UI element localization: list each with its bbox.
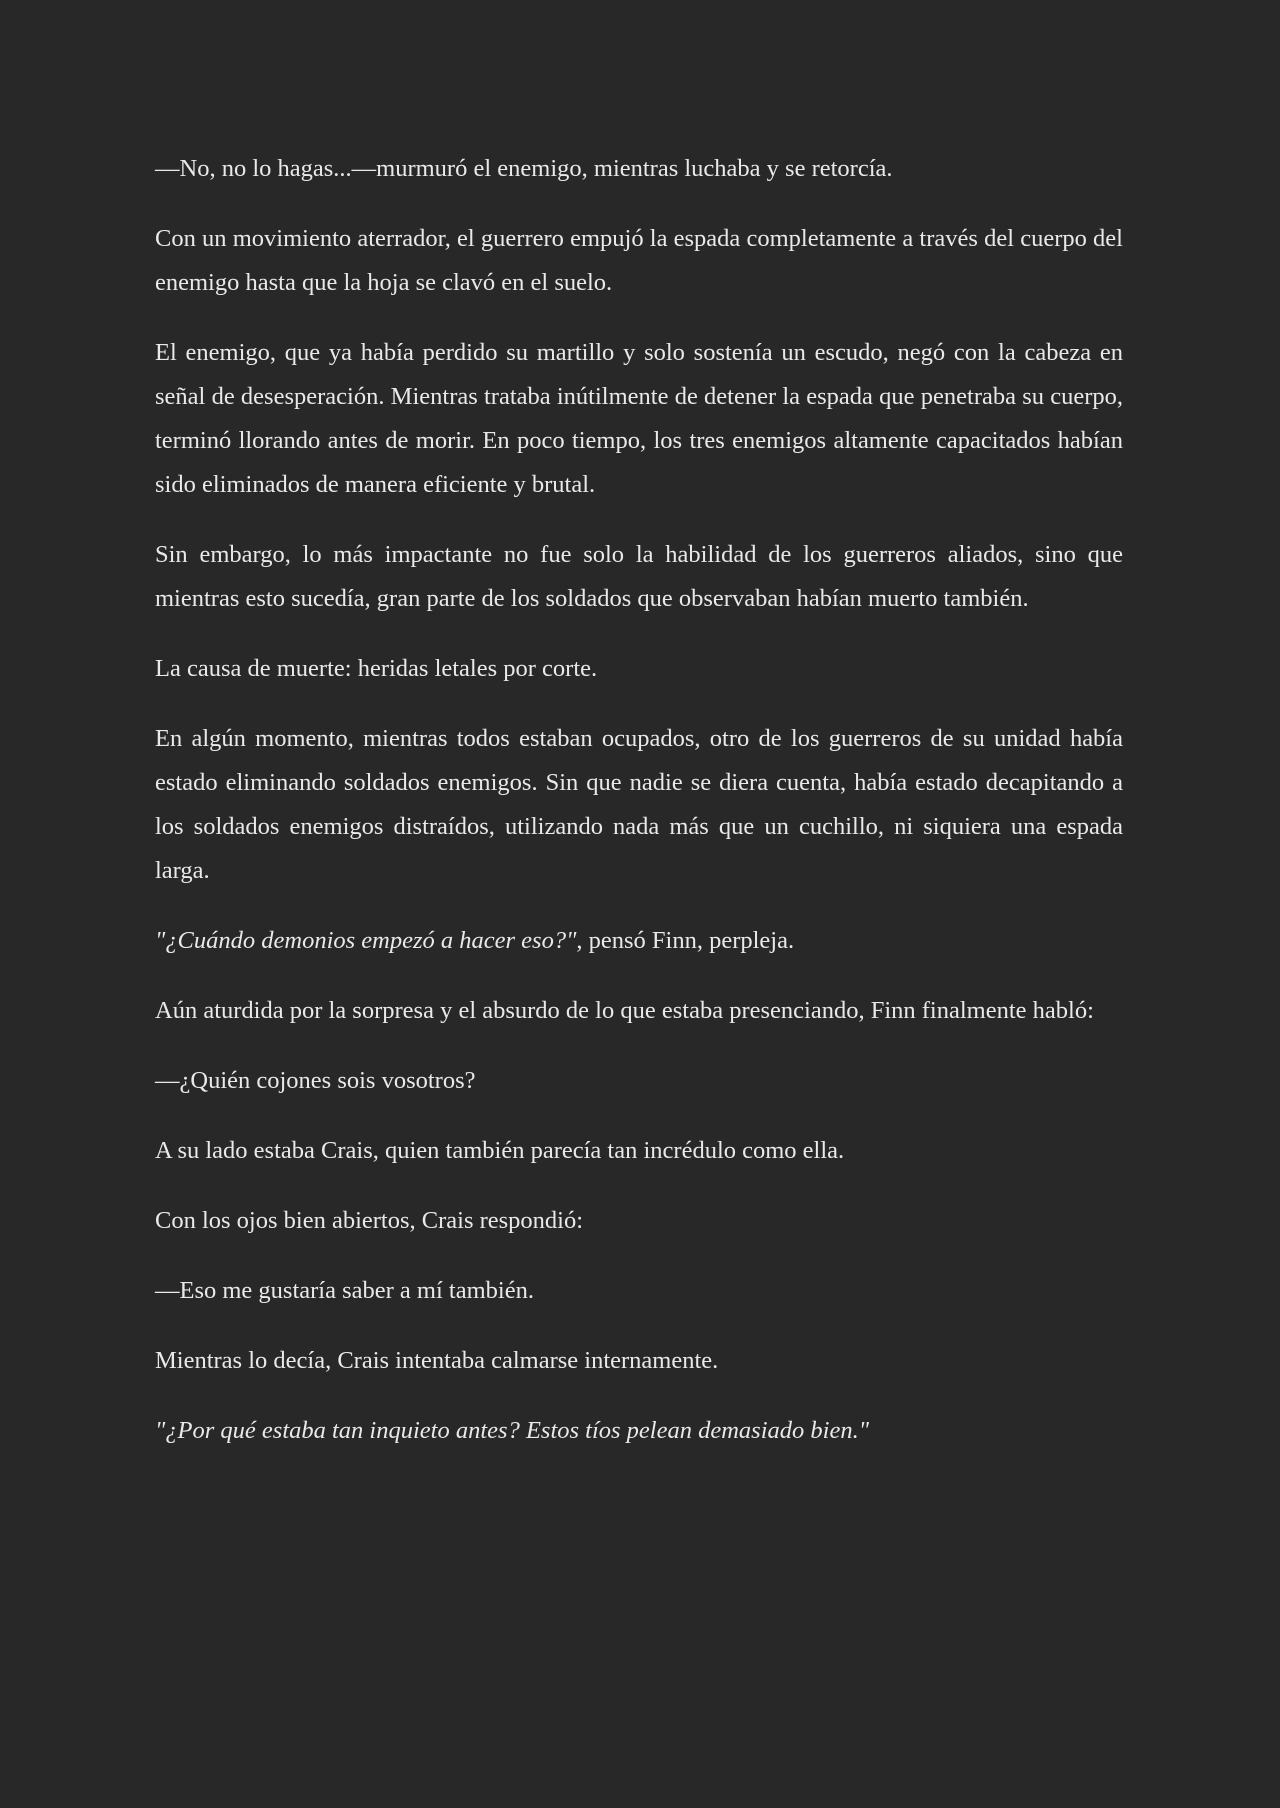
paragraph-12: —Eso me gustaría saber a mí también. — [155, 1277, 534, 1304]
reader-content — [155, 149, 1123, 1479]
thought-italic: "¿Cuándo demonios empezó a hacer eso?" — [155, 927, 577, 954]
paragraph-5: La causa de muerte: heridas letales por corte. — [155, 655, 598, 682]
paragraph-9: —¿Quién cojones sois vosotros? — [155, 1067, 476, 1094]
paragraph-6: En algún momento, mientras todos estaban ocupados, otro de los guerreros de su unidad había estado eliminando soldados enemigos. Sin que nadie se diera cuenta, había estado decapitando a los soldados enemigos distraídos, utilizando nada más que un cuchillo, ni siquiera una espada larga. — [155, 725, 1123, 884]
paragraph-14 — [155, 1409, 1123, 1453]
paragraph-7 — [155, 919, 1123, 963]
paragraph-13: Mientras lo decía, Crais intentaba calmarse internamente. — [155, 1347, 719, 1374]
paragraph-11: Con los ojos bien abiertos, Crais respondió: — [155, 1207, 584, 1234]
paragraph-10: A su lado estaba Crais, quien también parecía tan incrédulo como ella. — [155, 1137, 845, 1164]
paragraph-3: El enemigo, que ya había perdido su martillo y solo sostenía un escudo, negó con la cabeza en señal de desesperación. Mientras trataba inútilmente de detener la espada que penetraba su cuerpo, terminó llorando antes de morir. En poco tiempo, los tres enemigos altamente capacitados habían sido eliminados de manera eficiente y brutal. — [155, 339, 1123, 498]
paragraph-4: Sin embargo, lo más impactante no fue solo la habilidad de los guerreros aliados, sino que mientras esto sucedía, gran parte de los soldados que observaban habían muerto también. — [155, 541, 1123, 612]
thought-attribution: , pensó Finn, perpleja. — [576, 927, 795, 954]
thought-italic-final: "¿Por qué estaba tan inquieto antes? Estos tíos pelean demasiado bien." — [155, 1417, 869, 1444]
paragraph-1: —No, no lo hagas...—murmuró el enemigo, mientras luchaba y se retorcía. — [155, 155, 893, 182]
paragraph-8: Aún aturdida por la sorpresa y el absurdo de lo que estaba presenciando, Finn finalmente habló: — [155, 997, 1094, 1024]
paragraph-2: Con un movimiento aterrador, el guerrero empujó la espada completamente a través del cuerpo del enemigo hasta que la hoja se clavó en el suelo. — [155, 225, 1123, 296]
